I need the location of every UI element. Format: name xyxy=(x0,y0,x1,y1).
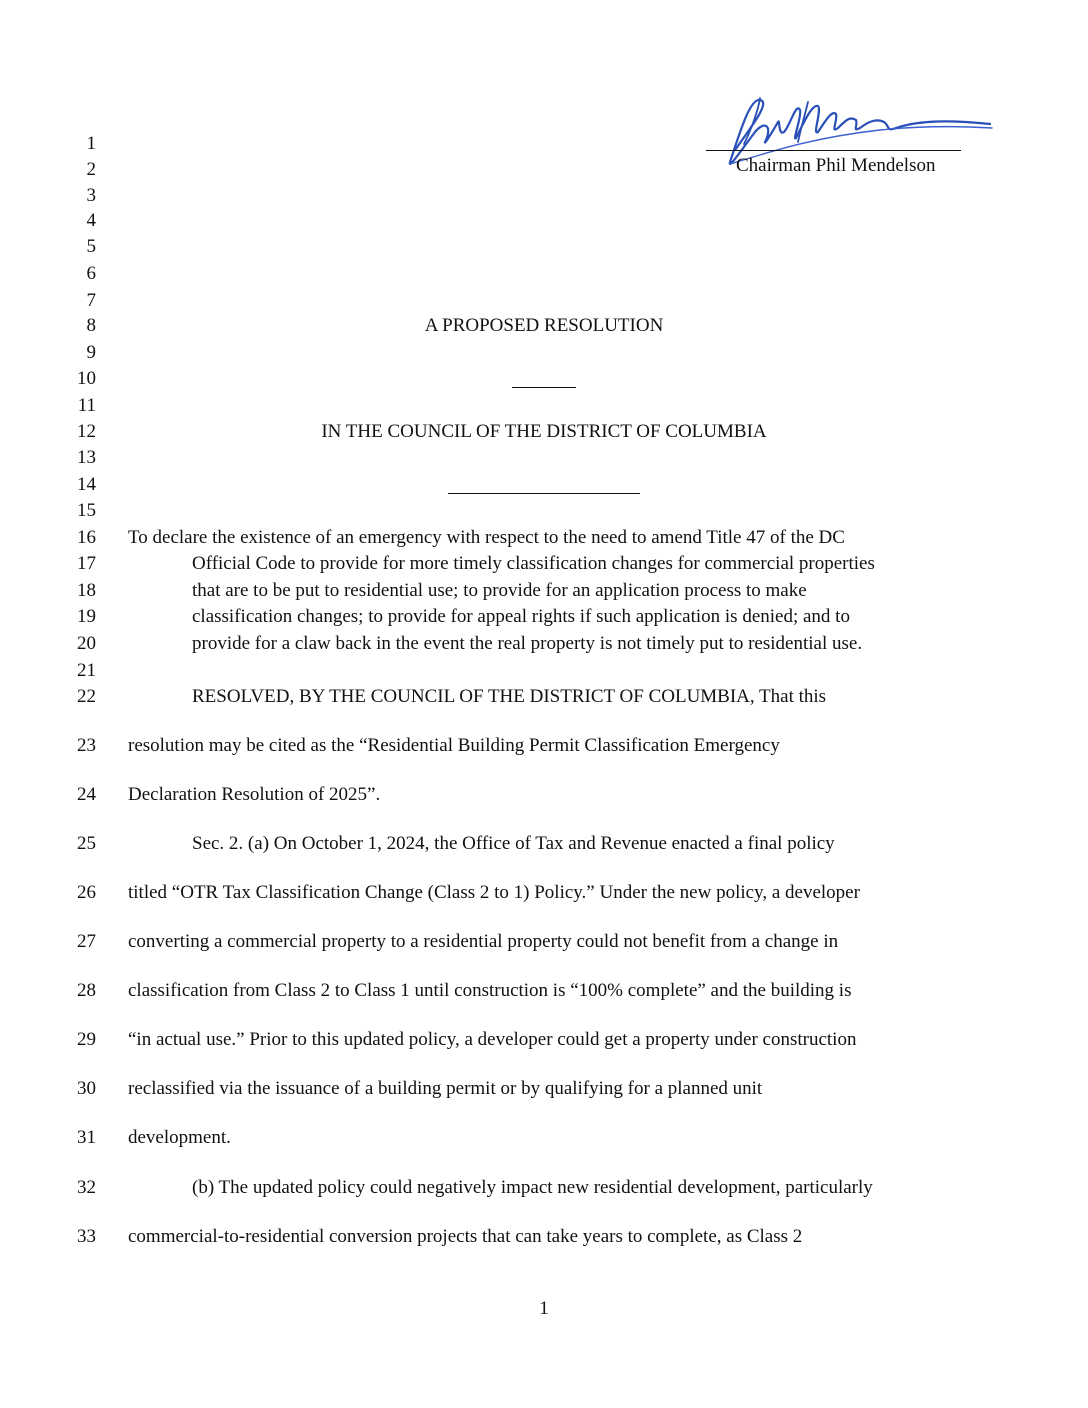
line-number: 14 xyxy=(77,474,96,495)
purpose-line: provide for a claw back in the event the real property is not timely put to residential use. xyxy=(192,633,863,654)
line-number: 7 xyxy=(86,290,96,311)
body-line: converting a commercial property to a residential property could not benefit from a change in xyxy=(128,931,839,952)
body-line: Sec. 2. (a) On October 1, 2024, the Office of Tax and Revenue enacted a final policy xyxy=(192,833,835,854)
body-line: classification from Class 2 to Class 1 until construction is “100% complete” and the building is xyxy=(128,980,852,1001)
signature-line xyxy=(706,150,961,151)
council-heading: IN THE COUNCIL OF THE DISTRICT OF COLUMBIA xyxy=(321,421,767,442)
body-line: titled “OTR Tax Classification Change (Class 2 to 1) Policy.” Under the new policy, a developer xyxy=(128,882,860,903)
line-number: 28 xyxy=(77,980,96,1001)
line-number: 29 xyxy=(77,1029,96,1050)
purpose-line: that are to be put to residential use; to provide for an application process to make xyxy=(192,580,807,601)
line-number: 22 xyxy=(77,686,96,707)
line-number: 25 xyxy=(77,833,96,854)
resolution-title: A PROPOSED RESOLUTION xyxy=(424,315,664,336)
line-number: 19 xyxy=(77,606,96,627)
page-number: 1 xyxy=(539,1298,549,1319)
purpose-line: To declare the existence of an emergency with respect to the need to amend Title 47 of the DC xyxy=(128,527,845,548)
line-number: 6 xyxy=(86,263,96,284)
line-number: 15 xyxy=(77,500,96,521)
body-line: resolution may be cited as the “Residential Building Permit Classification Emergency xyxy=(128,735,780,756)
line-number: 13 xyxy=(77,447,96,468)
body-line: reclassified via the issuance of a building permit or by qualifying for a planned unit xyxy=(128,1078,763,1099)
line-number: 30 xyxy=(77,1078,96,1099)
line-number: 18 xyxy=(77,580,96,601)
body-line: “in actual use.” Prior to this updated policy, a developer could get a property under construction xyxy=(128,1029,857,1050)
body-line: (b) The updated policy could negatively impact new residential development, particularly xyxy=(192,1177,873,1198)
line-number: 3 xyxy=(86,185,96,206)
line-number: 21 xyxy=(77,660,96,681)
line-number: 11 xyxy=(77,395,96,416)
date-blank xyxy=(448,493,640,494)
signer-name: Chairman Phil Mendelson xyxy=(736,155,936,176)
line-number: 32 xyxy=(77,1177,96,1198)
line-number: 20 xyxy=(77,633,96,654)
line-number: 12 xyxy=(77,421,96,442)
line-number: 5 xyxy=(86,236,96,257)
line-number: 17 xyxy=(77,553,96,574)
line-number: 26 xyxy=(77,882,96,903)
body-line: development. xyxy=(128,1127,231,1148)
line-number: 27 xyxy=(77,931,96,952)
resolution-number-blank xyxy=(512,387,576,388)
line-number: 31 xyxy=(77,1127,96,1148)
line-number: 2 xyxy=(86,159,96,180)
line-number: 10 xyxy=(77,368,96,389)
line-number: 24 xyxy=(77,784,96,805)
line-number: 16 xyxy=(77,527,96,548)
purpose-line: Official Code to provide for more timely classification changes for commercial properties xyxy=(192,553,875,574)
body-line: Declaration Resolution of 2025”. xyxy=(128,784,381,805)
purpose-line: classification changes; to provide for appeal rights if such application is denied; and to xyxy=(192,606,850,627)
body-line: RESOLVED, BY THE COUNCIL OF THE DISTRICT OF COLUMBIA, That this xyxy=(192,686,827,707)
line-number: 9 xyxy=(86,342,96,363)
line-number: 4 xyxy=(86,210,96,231)
line-number: 8 xyxy=(86,315,96,336)
line-number: 23 xyxy=(77,735,96,756)
line-number: 1 xyxy=(86,133,96,154)
body-line: commercial-to-residential conversion projects that can take years to complete, as Class 2 xyxy=(128,1226,803,1247)
line-number: 33 xyxy=(77,1226,96,1247)
